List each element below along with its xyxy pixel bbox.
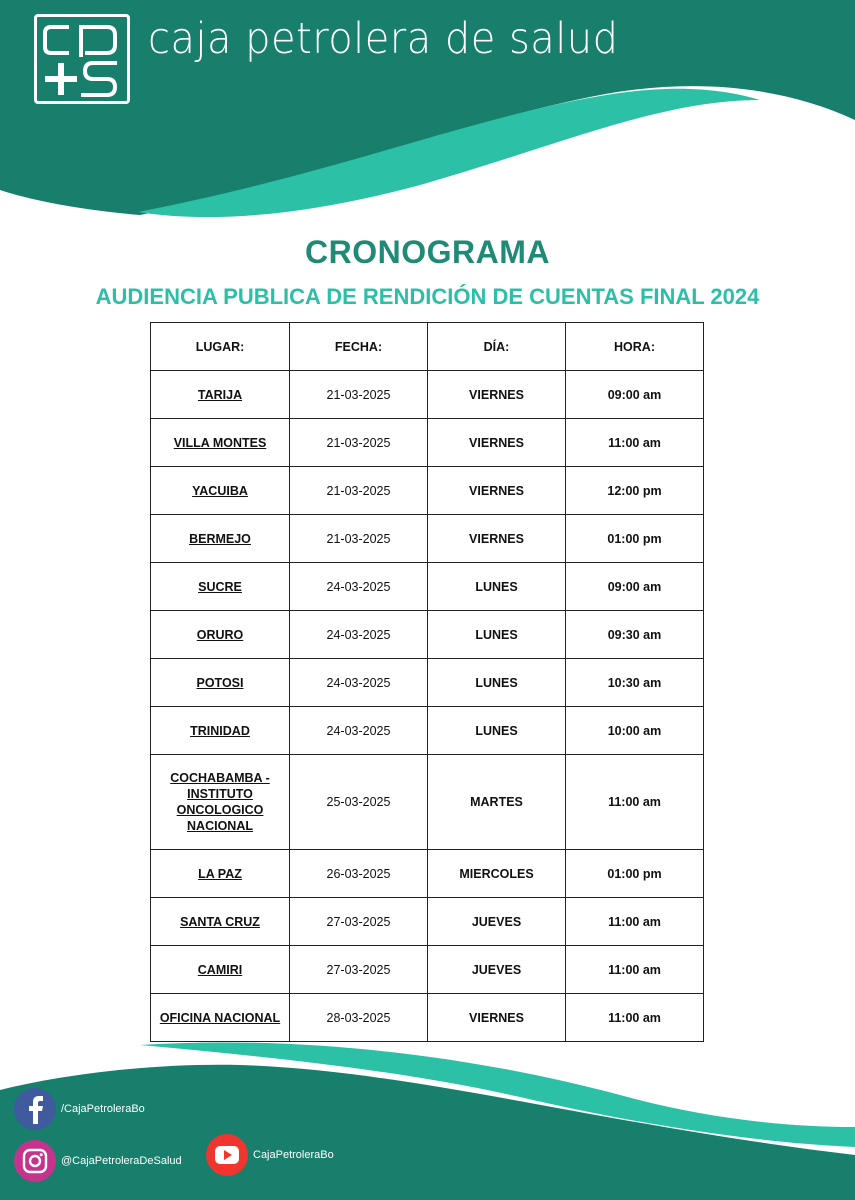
cell-dia: MIERCOLES — [428, 850, 566, 898]
cell-lugar: YACUIBA — [151, 467, 290, 515]
youtube-link[interactable] — [206, 1134, 334, 1176]
cell-lugar: TARIJA — [151, 371, 290, 419]
cell-dia: VIERNES — [428, 994, 566, 1042]
table-row — [151, 659, 704, 707]
table-row — [151, 611, 704, 659]
table-row — [151, 850, 704, 898]
cell-fecha: 26-03-2025 — [290, 850, 428, 898]
youtube-handle: CajaPetroleraBo — [253, 1149, 334, 1161]
cell-dia: LUNES — [428, 563, 566, 611]
cell-fecha: 24-03-2025 — [290, 563, 428, 611]
table-row — [151, 946, 704, 994]
cell-hora: 11:00 am — [566, 755, 704, 850]
table-row — [151, 755, 704, 850]
schedule-table — [150, 322, 704, 1042]
header-hora: HORA: — [566, 323, 704, 371]
cell-dia: LUNES — [428, 659, 566, 707]
cell-hora: 11:00 am — [566, 946, 704, 994]
facebook-icon — [14, 1088, 56, 1130]
cell-fecha: 28-03-2025 — [290, 994, 428, 1042]
header-dia: DÍA: — [428, 323, 566, 371]
cell-dia: LUNES — [428, 611, 566, 659]
cell-hora: 11:00 am — [566, 419, 704, 467]
cell-dia: JUEVES — [428, 898, 566, 946]
cell-hora: 10:30 am — [566, 659, 704, 707]
cell-hora: 09:00 am — [566, 563, 704, 611]
table-row — [151, 467, 704, 515]
header-fecha: FECHA: — [290, 323, 428, 371]
cell-hora: 01:00 pm — [566, 850, 704, 898]
cell-lugar: BERMEJO — [151, 515, 290, 563]
facebook-link[interactable] — [14, 1088, 145, 1130]
header-lugar: LUGAR: — [151, 323, 290, 371]
cell-fecha: 24-03-2025 — [290, 659, 428, 707]
table-row — [151, 707, 704, 755]
cell-hora: 10:00 am — [566, 707, 704, 755]
company-logo — [34, 14, 130, 104]
table-row — [151, 563, 704, 611]
cell-lugar: VILLA MONTES — [151, 419, 290, 467]
cell-lugar: SANTA CRUZ — [151, 898, 290, 946]
instagram-link[interactable] — [14, 1140, 182, 1182]
table-header-row — [151, 323, 704, 371]
document-title: CRONOGRAMA — [305, 234, 550, 270]
cell-dia: VIERNES — [428, 371, 566, 419]
cell-hora: 11:00 am — [566, 898, 704, 946]
cell-hora: 12:00 pm — [566, 467, 704, 515]
cell-dia: VIERNES — [428, 515, 566, 563]
instagram-handle: @CajaPetroleraDeSalud — [61, 1155, 182, 1167]
cell-lugar: SUCRE — [151, 563, 290, 611]
cell-lugar: ORURO — [151, 611, 290, 659]
cell-dia: LUNES — [428, 707, 566, 755]
cell-fecha: 21-03-2025 — [290, 371, 428, 419]
cell-fecha: 24-03-2025 — [290, 707, 428, 755]
document-subtitle: AUDIENCIA PUBLICA DE RENDICIÓN DE CUENTAS FINAL 2024 — [95, 284, 760, 309]
cell-fecha: 27-03-2025 — [290, 898, 428, 946]
brand-name: caja petrolera de salud — [148, 14, 619, 64]
table-row — [151, 515, 704, 563]
cell-lugar: LA PAZ — [151, 850, 290, 898]
cell-hora: 09:00 am — [566, 371, 704, 419]
youtube-icon — [206, 1134, 248, 1176]
table-row — [151, 898, 704, 946]
cell-fecha: 24-03-2025 — [290, 611, 428, 659]
cell-dia: JUEVES — [428, 946, 566, 994]
cell-lugar: CAMIRI — [151, 946, 290, 994]
cell-lugar: OFICINA NACIONAL — [151, 994, 290, 1042]
cell-lugar: COCHABAMBA - INSTITUTO ONCOLOGICO NACIONAL — [151, 755, 290, 850]
cell-hora: 11:00 am — [566, 994, 704, 1042]
cell-fecha: 21-03-2025 — [290, 515, 428, 563]
cell-lugar: TRINIDAD — [151, 707, 290, 755]
instagram-icon — [14, 1140, 56, 1182]
cell-dia: VIERNES — [428, 467, 566, 515]
cell-hora: 09:30 am — [566, 611, 704, 659]
cell-fecha: 21-03-2025 — [290, 467, 428, 515]
cell-dia: VIERNES — [428, 419, 566, 467]
cell-hora: 01:00 pm — [566, 515, 704, 563]
cell-lugar: POTOSI — [151, 659, 290, 707]
cell-dia: MARTES — [428, 755, 566, 850]
cell-fecha: 27-03-2025 — [290, 946, 428, 994]
table-row — [151, 371, 704, 419]
table-row — [151, 419, 704, 467]
cell-fecha: 25-03-2025 — [290, 755, 428, 850]
cell-fecha: 21-03-2025 — [290, 419, 428, 467]
facebook-handle: /CajaPetroleraBo — [61, 1103, 145, 1115]
